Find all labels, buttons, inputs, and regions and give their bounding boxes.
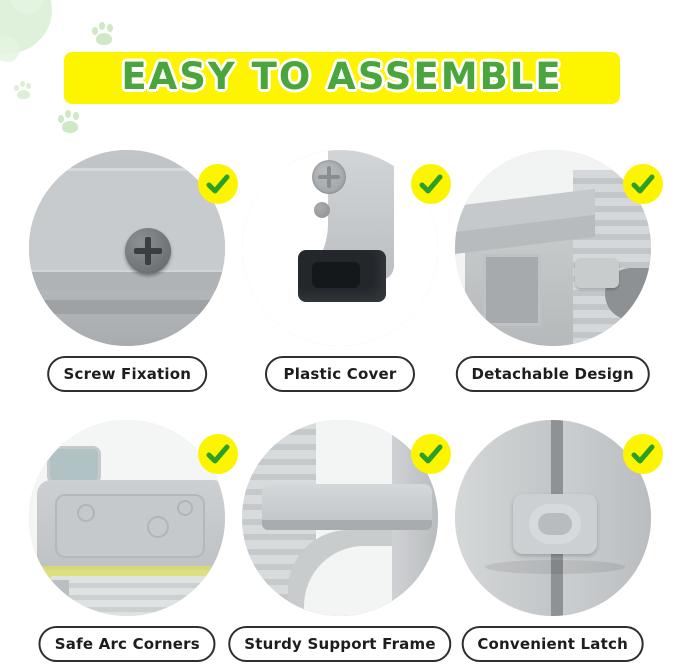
screw-head-detail (312, 160, 346, 194)
sturdy-support-frame-photo (242, 420, 438, 616)
feature-caption: Sturdy Support Frame (228, 626, 451, 662)
feature-card-detachable-design (455, 150, 650, 410)
feature-card-screw-fixation (30, 150, 225, 410)
convenient-latch-photo (455, 420, 651, 616)
plastic-cover-photo (242, 150, 438, 346)
decorative-blob (10, 0, 44, 14)
feature-caption: Convenient Latch (461, 626, 644, 662)
feature-card-plastic-cover (243, 150, 438, 410)
page-title: EASY TO ASSEMBLE (121, 54, 563, 98)
feature-caption: Safe Arc Corners (39, 626, 216, 662)
detach-handle-detail (575, 258, 619, 288)
safe-arc-corners-photo (29, 420, 225, 616)
decorative-blob (0, 0, 52, 54)
check-mark-icon (623, 434, 663, 474)
feature-card-convenient-latch (455, 420, 650, 667)
check-mark-icon (411, 434, 451, 474)
feature-card-safe-arc-corners (30, 420, 225, 667)
check-mark-icon (623, 164, 663, 204)
paw-print-icon (92, 20, 118, 46)
check-mark-icon (198, 434, 238, 474)
feature-caption: Plastic Cover (265, 356, 415, 392)
check-mark-icon (198, 164, 238, 204)
paw-print-icon (14, 80, 34, 100)
screw-fixation-photo (29, 150, 225, 346)
decorative-blob (0, 36, 20, 62)
paw-print-icon (58, 108, 84, 134)
screw-head-detail (125, 228, 171, 274)
feature-caption: Screw Fixation (48, 356, 208, 392)
feature-grid (30, 150, 650, 667)
feature-caption: Detachable Design (455, 356, 649, 392)
check-mark-icon (411, 164, 451, 204)
feature-card-sturdy-support-frame (243, 420, 438, 667)
detachable-design-photo (455, 150, 651, 346)
latch-handle-detail (529, 504, 581, 544)
